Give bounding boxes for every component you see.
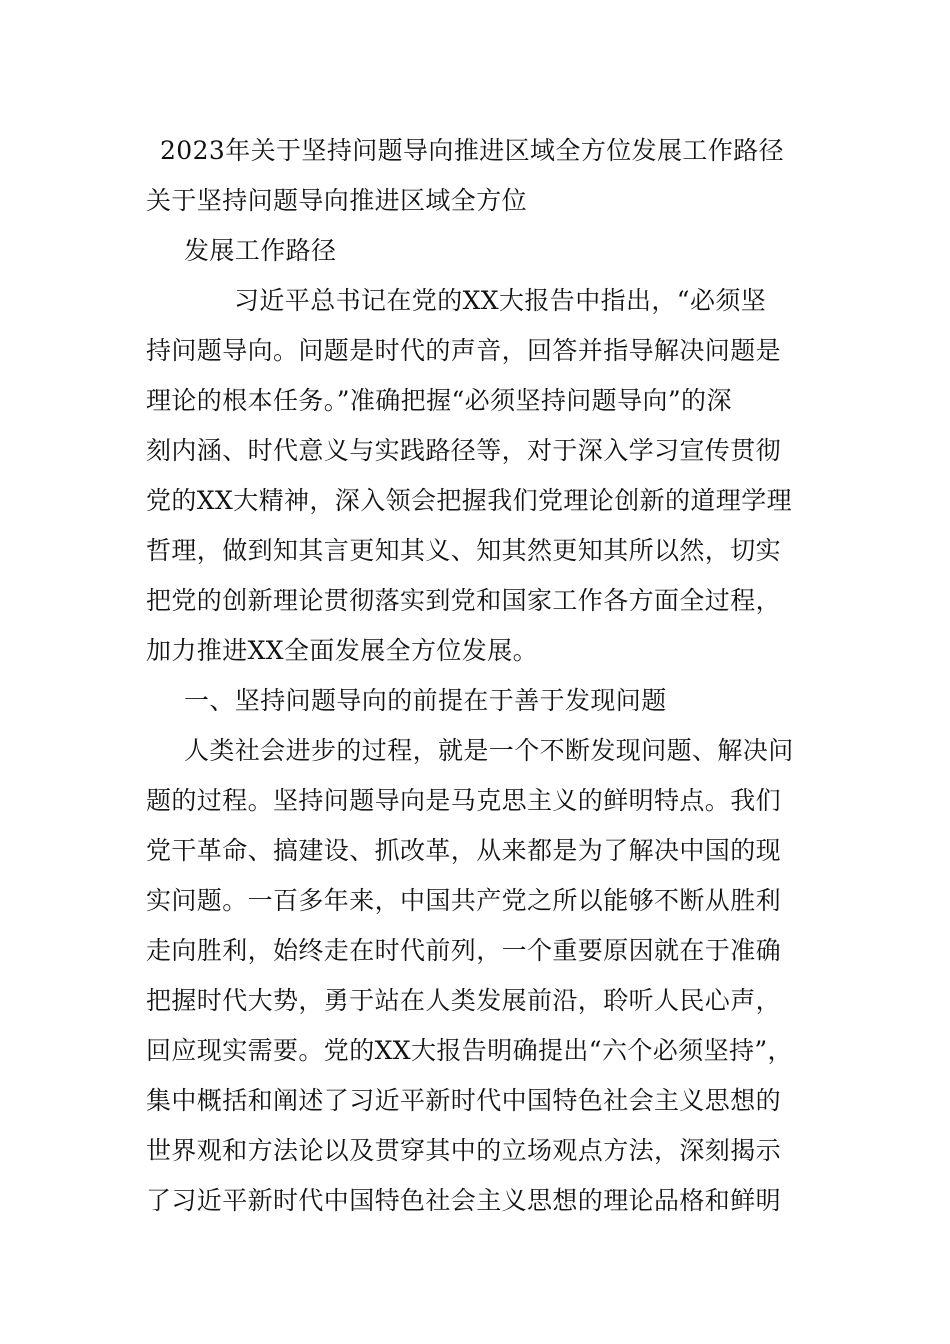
- paragraph-2-line: 集中概括和阐述了习近平新时代中国特色社会主义思想的: [146, 1086, 782, 1115]
- paragraph-2-line: 走向胜利，始终走在时代前列，一个重要原因就在于准确: [146, 936, 782, 965]
- paragraph-1-line: 党的XX大精神，深入领会把握我们党理论创新的道理学理: [146, 486, 792, 515]
- document-title: 2023年关于坚持问题导向推进区域全方位发展工作路径: [160, 136, 785, 165]
- paragraph-2-line: 人类社会进步的过程，就是一个不断发现问题、解决问: [184, 736, 794, 765]
- paragraph-2-line: 题的过程。坚持问题导向是马克思主义的鲜明特点。我们: [146, 786, 782, 815]
- paragraph-1-line: 把党的创新理论贯彻落实到党和国家工作各方面全过程，: [146, 586, 782, 615]
- paragraph-1-line: 哲理，做到知其言更知其义、知其然更知其所以然，切实: [146, 536, 782, 565]
- paragraph-1-line: 理论的根本任务。”准确把握“必须坚持问题导向”的深: [146, 386, 732, 415]
- paragraph-2-line: 党干革命、搞建设、抓改革，从来都是为了解决中国的现: [146, 836, 782, 865]
- paragraph-2-line: 把握时代大势，勇于站在人类发展前沿，聆听人民心声，: [146, 986, 782, 1015]
- section-1-heading: 一、坚持问题导向的前提在于善于发现问题: [184, 686, 667, 715]
- document-subtitle-line-2: 发展工作路径: [184, 236, 337, 265]
- paragraph-2-line: 世界观和方法论以及贯穿其中的立场观点方法，深刻揭示: [146, 1136, 782, 1165]
- paragraph-1-line: 持问题导向。问题是时代的声音，回答并指导解决问题是: [146, 336, 782, 365]
- paragraph-1-line: 加力推进XX全面发展全方位发展。: [146, 636, 538, 665]
- paragraph-1-line: 刻内涵、时代意义与实践路径等，对于深入学习宣传贯彻: [146, 436, 782, 465]
- paragraph-2-line: 实问题。一百多年来，中国共产党之所以能够不断从胜利: [146, 886, 782, 915]
- paragraph-2-line: 了习近平新时代中国特色社会主义思想的理论品格和鲜明: [146, 1186, 782, 1215]
- paragraph-1-line: 习近平总书记在党的XX大报告中指出，“必须坚: [234, 286, 767, 315]
- document-subtitle-line-1: 关于坚持问题导向推进区域全方位: [146, 186, 528, 215]
- paragraph-2-line: 回应现实需要。党的XX大报告明确提出“六个必须坚持”，: [146, 1036, 793, 1065]
